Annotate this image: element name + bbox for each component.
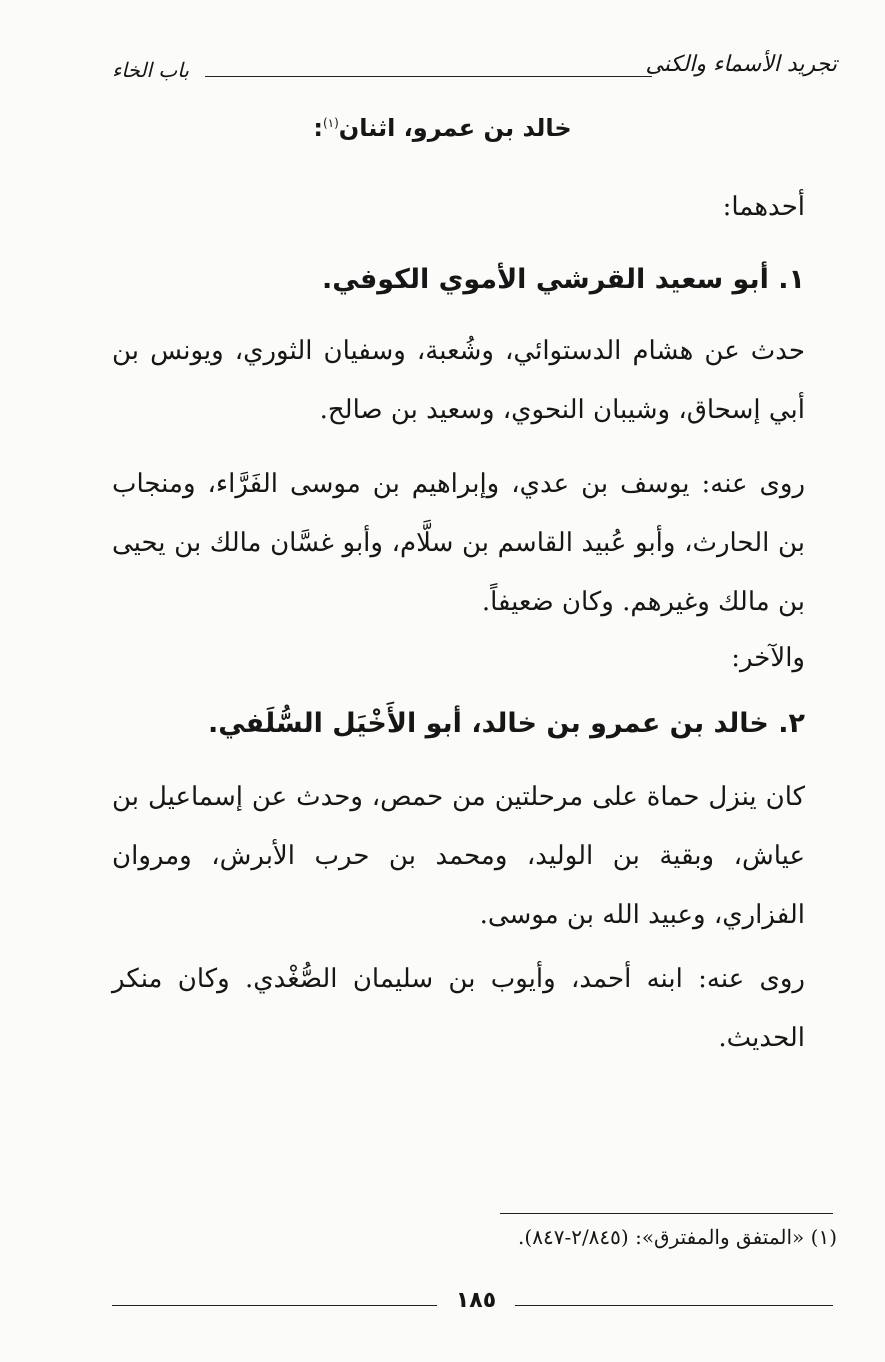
main-heading: خالد بن عمرو، اثنان$^{(١)}$: [313,114,572,142]
entry-1-paragraph-2: روى عنه: يوسف بن عدي، وإبراهيم بن موسى الفَرَّاء، ومنجاب بن الحارث، وأبو عُبيد القاسم بن سلَّام، وأبو غسَّان مالك بن يحيى بن مالك وغيرهم. وكان ضعيفاً. [112,469,805,617]
footnote-rule [500,1213,833,1214]
page-rule-left [112,1305,437,1306]
first-label: أحدهما: [722,192,805,222]
page-number: ١٨٥ [455,1288,497,1313]
running-header-chapter: باب الخاء [112,58,189,82]
page-rule-right [515,1305,833,1306]
entry-1-paragraph-1: حدث عن هشام الدستوائي، وشُعبة، وسفيان الثوري، ويونس بن أبي إسحاق، وشيبان النحوي، وسعيد بن صالح. [112,336,805,425]
footnote-marker: (١) [322,116,339,130]
entry-2-paragraph-1: كان ينزل حماة على مرحلتين من حمص، وحدث عن إسماعيل بن عياش، وبقية بن الوليد، ومحمد بن حرب الأبرش، ومروان الفزاري، وعبيد الله بن موسى. [112,782,805,930]
entry-2-paragraph-2: روى عنه: ابنه أحمد، وأيوب بن سليمان الصُّغْدي. وكان منكر الحديث. [112,964,805,1053]
entry-2-title: ٢. خالد بن عمرو بن خالد، أبو الأَخْيَل السُّلَفي. [207,708,805,739]
second-label: والآخر: [731,643,805,673]
header-rule [205,76,652,77]
main-heading-text: خالد بن عمرو، اثنان [338,114,572,142]
footnote: (١) «المتفق والمفترق»: (٢/٨٤٥-٨٤٧). [518,1225,837,1249]
entry-1-title: ١. أبو سعيد القرشي الأموي الكوفي. [322,264,805,295]
running-header-book-title: تجريد الأسماء والكنى [645,52,837,77]
